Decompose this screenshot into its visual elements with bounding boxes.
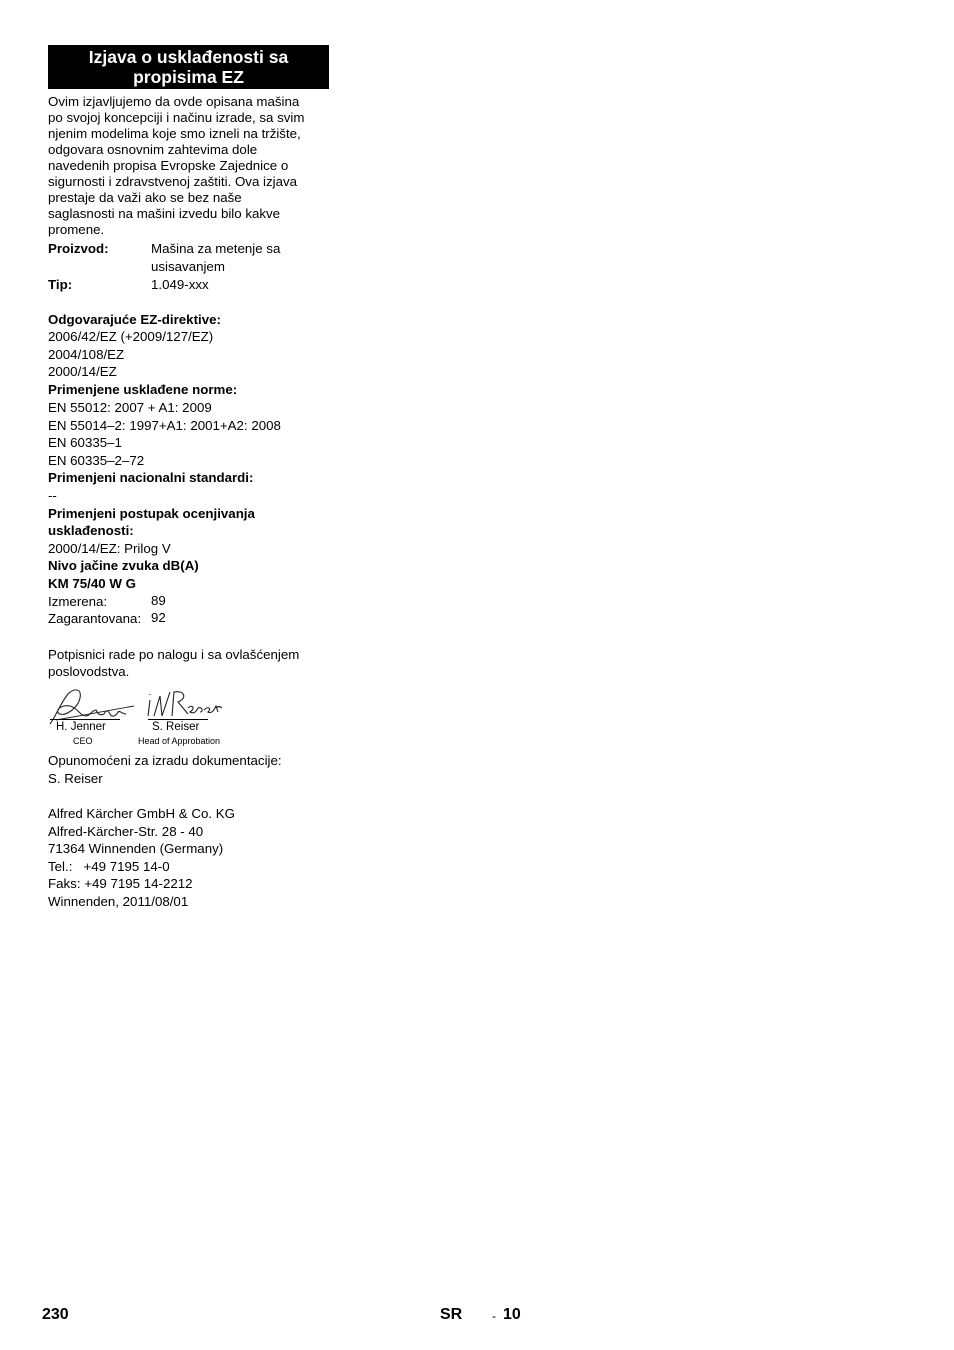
signatories-line-2: poslovodstva. <box>48 664 130 679</box>
intro-line: promene. <box>48 222 105 237</box>
type-value: 1.049-xxx <box>151 277 209 292</box>
directive-item: 2000/14/EZ <box>48 364 117 379</box>
procedure-heading-1: Primenjeni postupak ocenjivanja <box>48 506 255 521</box>
norm-item: EN 55012: 2007 + A1: 2009 <box>48 400 212 415</box>
product-value-1: Mašina za metenje sa <box>151 241 281 256</box>
company-city: 71364 Winnenden (Germany) <box>48 841 224 856</box>
norm-item: EN 60335–1 <box>48 435 122 450</box>
authorized-line-1: Opunomoćeni za izradu dokumentacije: <box>48 753 282 768</box>
tel-value: +49 7195 14-0 <box>83 859 170 874</box>
national-value: -- <box>48 488 57 503</box>
norm-item: EN 55014–2: 1997+A1: 2001+A2: 2008 <box>48 418 281 433</box>
company-tel <box>48 858 170 875</box>
intro-line: Ovim izjavljujemo da ovde opisana mašina <box>48 94 300 109</box>
page-number: 230 <box>42 1306 69 1323</box>
directive-item: 2004/108/EZ <box>48 347 125 362</box>
directives-heading: Odgovarajuće EZ-direktive: <box>48 312 221 327</box>
intro-line: sigurnosti i zdravstvenoj zaštiti. Ova izjava <box>48 174 298 189</box>
company-name: Alfred Kärcher GmbH & Co. KG <box>48 806 235 821</box>
intro-line: njenim modelima koje smo izneli na tržište, <box>48 126 301 141</box>
footer-dash: - <box>492 1309 496 1323</box>
sub-page-number: 10 <box>503 1306 521 1323</box>
title-line-1: Izjava o usklađenosti sa <box>88 47 289 67</box>
intro-line: saglasnosti na mašini izvedu bilo kakve <box>48 206 281 221</box>
place-date: Winnenden, 2011/08/01 <box>48 894 189 909</box>
page-title <box>48 45 329 89</box>
signature-role: Head of Approbation <box>138 736 221 746</box>
product-label: Proizvod: <box>48 241 109 256</box>
company-fax <box>48 875 193 892</box>
procedure-heading-2: usklađenosti: <box>48 523 134 538</box>
fax-value: +49 7195 14-2212 <box>84 876 193 891</box>
noise-model: KM 75/40 W G <box>48 576 136 591</box>
tel-label: Tel.: <box>48 859 73 874</box>
signature-jenner <box>46 686 136 746</box>
authorized-line-2: S. Reiser <box>48 771 103 786</box>
signature-name: S. Reiser <box>152 721 200 733</box>
measured-label: Izmerena: <box>48 594 108 609</box>
language-code: SR <box>440 1306 463 1323</box>
signature-role: CEO <box>73 736 93 746</box>
norm-item: EN 60335–2–72 <box>48 453 145 468</box>
guaranteed-label: Zagarantovana: <box>48 611 142 626</box>
guaranteed-value: 92 <box>151 610 166 625</box>
handwritten-signature-icon <box>144 686 224 722</box>
procedure-value: 2000/14/EZ: Prilog V <box>48 541 171 556</box>
noise-heading: Nivo jačine zvuka dB(A) <box>48 558 199 573</box>
product-value-2: usisavanjem <box>151 259 225 274</box>
signature-reiser <box>138 686 248 746</box>
title-line-2: propisima EZ <box>133 67 244 87</box>
intro-line: prestaje da važi ako se bez naše <box>48 190 242 205</box>
directive-item: 2006/42/EZ (+2009/127/EZ) <box>48 329 214 344</box>
handwritten-signature-icon <box>46 686 136 726</box>
national-heading: Primenjeni nacionalni standardi: <box>48 470 254 485</box>
signatories-line-1: Potpisnici rade po nalogu i sa ovlašćenjem <box>48 647 300 662</box>
intro-line: navedenih propisa Evropske Zajednice o <box>48 158 289 173</box>
fax-label: Faks: <box>48 876 81 891</box>
signature-name: H. Jenner <box>56 721 106 733</box>
intro-line: odgovara osnovnim zahtevima dole <box>48 142 258 157</box>
company-street: Alfred-Kärcher-Str. 28 - 40 <box>48 824 204 839</box>
intro-line: po svojoj koncepciji i načinu izrade, sa svim <box>48 110 305 125</box>
measured-value: 89 <box>151 593 166 608</box>
type-label: Tip: <box>48 277 73 292</box>
norms-heading: Primenjene usklađene norme: <box>48 382 238 397</box>
